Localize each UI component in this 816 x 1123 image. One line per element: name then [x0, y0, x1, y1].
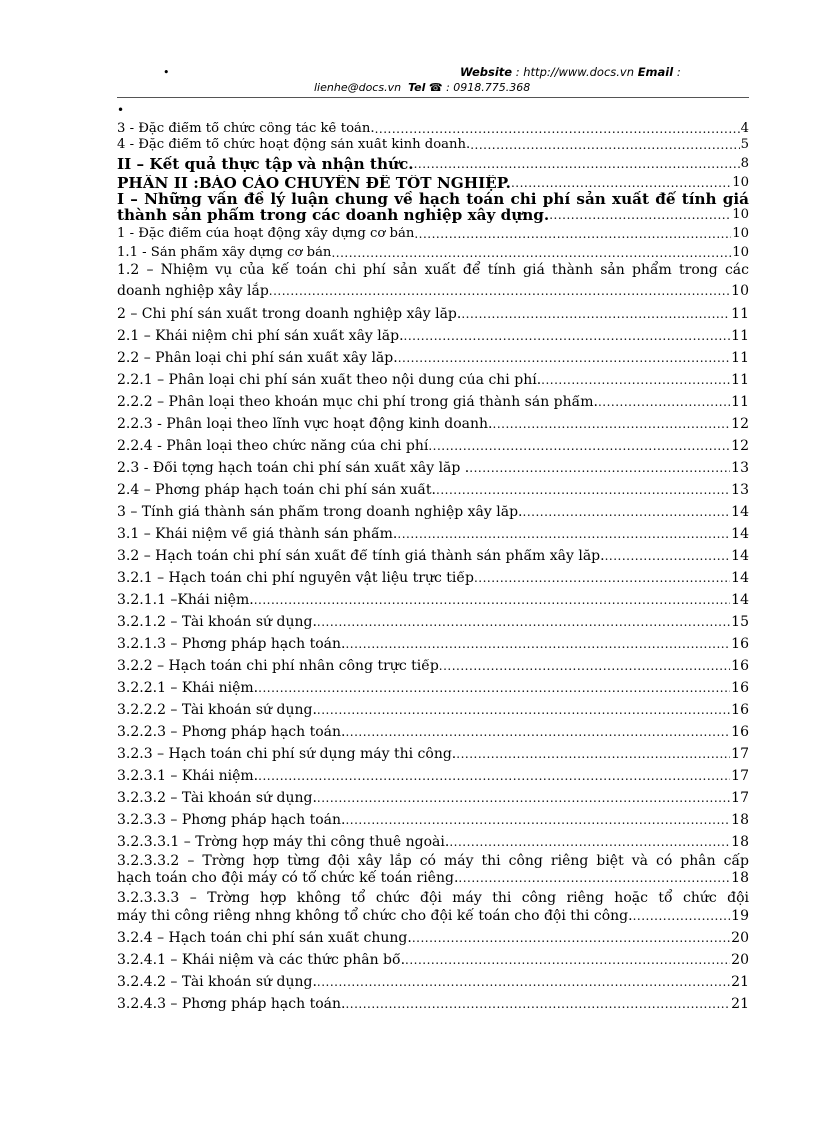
toc-entry[interactable]: 3.1 – Khái niệm về giá thành sản phẩm. ..... 14	[117, 523, 749, 545]
toc-entry[interactable]: 2 – Chi phí sản xuất trong doanh nghiệp xây lắp. ..... 11	[117, 303, 749, 325]
toc-entry[interactable]: 2.2.3 - Phân loại theo lĩnh vực hoạt động kinh doanh. ..... 12	[117, 413, 749, 435]
toc-entry[interactable]: 3.2.3.2 – Tài khoản sử dụng. ..... 17	[117, 787, 749, 809]
toc-entry[interactable]: 3.2.3.3 – Phơng pháp hạch toán. ..... 18	[117, 809, 749, 831]
website-value[interactable]: : http://www.docs.vn	[512, 65, 638, 79]
toc-entry[interactable]: 3.2.4 – Hạch toán chi phí sản xuất chung. ..... 20	[117, 927, 749, 949]
toc-entry[interactable]: II – Kết quả thực tập và nhận thức. ..... 8	[117, 152, 749, 172]
toc-entry[interactable]: 3.2.1 – Hạch toán chi phí nguyên vật liệu trực tiếp ..... 14	[117, 567, 749, 589]
toc-entry[interactable]: 3.2.3.1 – Khái niệm. ..... 17	[117, 765, 749, 787]
toc-entry[interactable]: 2.2.1 – Phân loại chi phí sản xuất theo nội dung của chi phí. ..... 11	[117, 369, 749, 391]
table-of-contents	[117, 120, 749, 1015]
toc-entry[interactable]: 2.2.4 - Phân loại theo chức năng của chi phí ..... 12	[117, 435, 749, 457]
toc-entry[interactable]: 4 - Đặc điểm tổ chức hoạt động sản xuất kinh doanh. ..... 5	[117, 136, 749, 152]
website-label: Website	[460, 65, 513, 79]
header-bullet: •	[163, 66, 170, 79]
header-contact-line	[460, 65, 681, 79]
toc-entry[interactable]: 3.2.3.3.2 – Trờng hợp từng đội xây lắp có máy thi công riêng biệt và có phân cấp hạch toán cho đội máy có tổ chức kế toán riêng. ..... 18	[117, 853, 749, 889]
tel-label: Tel	[408, 81, 426, 94]
toc-entry[interactable]: 3 – Tính giá thành sản phẩm trong doanh nghiệp xây lắp. ..... 14	[117, 501, 749, 523]
toc-entry[interactable]: 3 - Đặc điểm tổ chức công tác kế toán. ..... 4	[117, 120, 749, 136]
list-bullet: •	[117, 103, 125, 117]
toc-entry[interactable]: 3.2.4.1 – Khái niệm và các thức phân bổ. ..... 20	[117, 949, 749, 971]
toc-entry[interactable]: 1.1 - Sản phẩm xây dựng cơ bản ..... 10	[117, 241, 749, 260]
email-value[interactable]: lienhe@docs.vn	[314, 81, 402, 94]
toc-entry[interactable]: 3.2 – Hạch toán chi phí sản xuất để tính giá thành sản phẩm xây lắp. ..... 14	[117, 545, 749, 567]
toc-entry[interactable]: 2.2 – Phân loại chi phí sản xuất xây lắp. ..... 11	[117, 347, 749, 369]
toc-entry[interactable]: 2.4 – Phơng pháp hạch toán chi phí sản xuất. ..... 13	[117, 479, 749, 501]
page-header	[0, 62, 816, 98]
toc-entry[interactable]: 3.2.4.2 – Tài khoản sử dụng. ..... 21	[117, 971, 749, 993]
toc-entry[interactable]: 3.2.1.1 –Khái niệm. ..... 14	[117, 589, 749, 611]
toc-entry[interactable]: I – Những vấn đề lý luận chung về hạch toán chi phí sản xuất để tính giá thành sản phẩm trong các doanh nghiệp xây dựng. ..... 10	[117, 191, 749, 225]
toc-entry[interactable]: 3.2.1.2 – Tài khoản sử dụng. ..... 15	[117, 611, 749, 633]
toc-entry[interactable]: 2.1 – Khái niệm chi phí sản xuất xây lắp. ..... 11	[117, 325, 749, 347]
email-separator: :	[673, 65, 681, 79]
toc-entry[interactable]: 2.3 - Đối tợng hạch toán chi phí sản xuất xây lắp . ..... 13	[117, 457, 749, 479]
toc-entry[interactable]: 3.2.3.3.1 – Trờng hợp máy thi công thuê ngoài. ..... 18	[117, 831, 749, 853]
toc-entry[interactable]: 3.2.4.3 – Phơng pháp hạch toán. ..... 21	[117, 993, 749, 1015]
toc-entry[interactable]: 3.2.1.3 – Phơng pháp hạch toán. ..... 16	[117, 633, 749, 655]
toc-entry[interactable]: 3.2.2.2 – Tài khoản sử dụng. ..... 16	[117, 699, 749, 721]
toc-entry[interactable]: 3.2.2.3 – Phơng pháp hạch toán. ..... 16	[117, 721, 749, 743]
toc-entry[interactable]: 1.2 – Nhiệm vụ của kế toán chi phí sản xuất để tính giá thành sản phẩm trong các doanh nghiệp xây lắp ..... 10	[117, 260, 749, 303]
header-divider	[117, 97, 749, 98]
header-contact-line-2	[314, 81, 530, 94]
phone-icon: ☎	[428, 81, 443, 94]
toc-entry[interactable]: 1 - Đặc điểm của hoạt động xây dựng cơ bản ..... 10	[117, 225, 749, 241]
toc-entry[interactable]: 2.2.2 – Phân loại theo khoản mục chi phí trong giá thành sản phẩm. ..... 11	[117, 391, 749, 413]
toc-entry[interactable]: 3.2.3 – Hạch toán chi phí sử dụng máy thi công. ..... 17	[117, 743, 749, 765]
email-label: Email	[637, 65, 674, 79]
tel-value: : 0918.775.368	[442, 81, 531, 94]
toc-entry[interactable]: 3.2.2 – Hạch toán chi phí nhân công trực tiếp ..... 16	[117, 655, 749, 677]
toc-entry[interactable]: 3.2.2.1 – Khái niệm. ..... 16	[117, 677, 749, 699]
toc-entry[interactable]: PHẦN II :BÁO CÁO CHUYÊN ĐỀ TỐT NGHIỆP. ..... 10	[117, 172, 749, 191]
toc-entry[interactable]: 3.2.3.3.3 – Trờng hợp không tổ chức đội máy thi công riêng hoặc tổ chức đội máy thi công riêng nhng không tổ chức cho đội kế toán cho đội thi công. ..... 19	[117, 889, 749, 927]
